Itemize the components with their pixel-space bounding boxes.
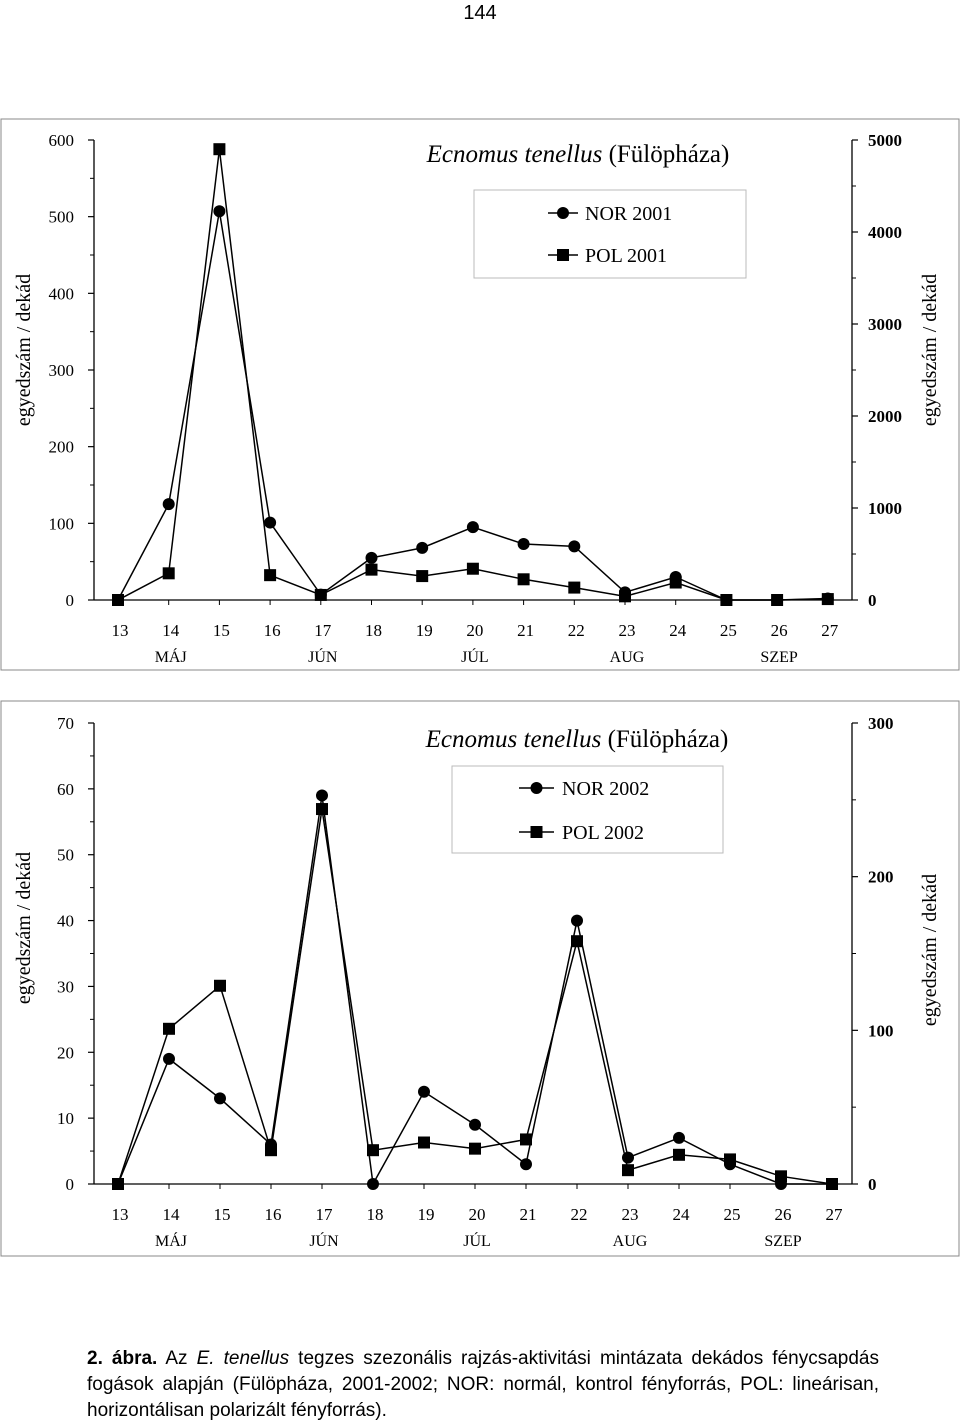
data-point-circle [213, 205, 225, 217]
data-point-circle [571, 915, 583, 927]
x-tick-label: 16 [263, 621, 281, 640]
data-point-circle [163, 498, 175, 510]
x-tick-label: 26 [774, 1205, 792, 1224]
data-point-circle [367, 1178, 379, 1190]
y-left-tick-label: 600 [48, 131, 74, 150]
x-tick-label: 25 [719, 621, 737, 640]
data-point-circle [469, 1119, 481, 1131]
legend-marker-circle [557, 207, 569, 219]
x-tick-label: 14 [162, 621, 180, 640]
y-left-tick-label: 0 [65, 591, 74, 610]
data-point-square [112, 594, 124, 606]
y-right-tick-label: 5000 [868, 131, 902, 150]
month-label: JÚN [309, 1233, 339, 1250]
y-right-tick-label: 0 [868, 591, 877, 610]
legend-marker-square [531, 826, 543, 838]
y-left-tick-label: 200 [48, 437, 74, 457]
data-point-square [720, 594, 732, 606]
caption-label: 2. ábra. [87, 1348, 158, 1369]
x-tick-label: 21 [517, 621, 535, 640]
legend-entry-label: POL 2001 [585, 245, 668, 267]
month-label: JÚL [463, 1233, 491, 1250]
y-left-tick-label: 500 [48, 207, 74, 227]
data-point-square [112, 1178, 124, 1190]
chart-2002 [0, 700, 960, 1257]
x-tick-label: 25 [723, 1205, 741, 1224]
legend-entry-label: POL 2002 [562, 822, 645, 844]
y-left-tick-label: 10 [57, 1109, 74, 1129]
data-point-square [619, 590, 631, 602]
data-point-circle [214, 1092, 226, 1104]
chart-title-species: Ecnomus tenellus [426, 141, 603, 168]
y-left-tick-label: 400 [48, 284, 74, 304]
chart-title-species: Ecnomus tenellus [425, 726, 602, 753]
y-right-tick-label: 100 [868, 1021, 894, 1041]
data-point-circle [163, 1053, 175, 1065]
month-label: MÁJ [154, 649, 187, 666]
y-right-tick-label: 4000 [868, 223, 902, 242]
data-point-circle [568, 540, 580, 552]
month-label: MÁJ [154, 1233, 188, 1250]
y-right-tick-label: 200 [868, 867, 894, 887]
x-tick-label: 23 [621, 1205, 639, 1224]
y-left-tick-label: 0 [65, 1175, 74, 1194]
data-point-square [418, 1137, 430, 1149]
legend-entry-label: NOR 2002 [562, 778, 650, 800]
data-point-square [265, 1144, 277, 1156]
data-point-circle [416, 542, 428, 554]
data-point-circle [316, 789, 328, 801]
data-point-square [771, 594, 783, 606]
x-tick-label: 14 [162, 1205, 180, 1224]
x-tick-label: 17 [314, 621, 332, 640]
data-point-square [568, 582, 580, 594]
x-tick-label: 27 [825, 1205, 843, 1224]
y-axis-right-title: egyedszám / dekád [919, 873, 941, 1027]
y-right-tick-label: 2000 [868, 407, 902, 426]
x-tick-label: 19 [417, 1205, 435, 1224]
data-point-square [826, 1178, 838, 1190]
month-label: AUG [609, 649, 645, 666]
data-point-square [163, 1023, 175, 1035]
data-point-square [518, 573, 530, 585]
y-left-tick-label: 30 [57, 977, 74, 997]
x-tick-label: 22 [567, 621, 585, 640]
data-point-circle [673, 1132, 685, 1144]
x-tick-label: 15 [212, 621, 230, 640]
month-label: SZEP [764, 1233, 802, 1250]
caption-pre: Az [157, 1348, 197, 1369]
y-axis-left-title: egyedszám / dekád [13, 851, 35, 1005]
x-tick-label: 20 [468, 1205, 486, 1224]
x-tick-label: 21 [519, 1205, 537, 1224]
data-point-square [571, 935, 583, 947]
y-left-tick-label: 300 [48, 361, 74, 380]
data-point-square [264, 569, 276, 581]
y-left-tick-label: 100 [48, 514, 74, 534]
figure-caption [87, 1346, 879, 1424]
month-label: AUG [612, 1233, 648, 1250]
data-point-circle [264, 517, 276, 529]
y-left-tick-label: 40 [57, 911, 74, 931]
x-tick-label: 24 [672, 1205, 690, 1224]
y-axis-left-title: egyedszám / dekád [13, 273, 35, 427]
data-point-square [163, 567, 175, 579]
x-tick-label: 18 [366, 1205, 384, 1224]
page-number: 144 [463, 2, 497, 24]
data-point-square [822, 593, 834, 605]
y-right-tick-label: 300 [868, 714, 894, 733]
data-point-circle [518, 538, 530, 550]
data-point-circle [418, 1086, 430, 1098]
data-point-square [724, 1153, 736, 1165]
legend-entry-label: NOR 2001 [585, 203, 673, 225]
data-point-circle [366, 552, 378, 564]
month-label: JÚL [461, 649, 489, 666]
x-tick-label: 18 [365, 621, 382, 640]
y-left-tick-label: 20 [57, 1043, 74, 1063]
legend-marker-square [557, 249, 569, 261]
data-point-square [214, 980, 226, 992]
data-point-circle [467, 521, 479, 533]
data-point-circle [520, 1158, 532, 1170]
data-point-square [520, 1133, 532, 1145]
legend-marker-circle [531, 782, 543, 794]
data-point-square [316, 803, 328, 815]
x-tick-label: 22 [570, 1205, 588, 1224]
x-tick-label: 17 [315, 1205, 333, 1224]
x-tick-label: 24 [669, 621, 687, 640]
data-point-square [622, 1164, 634, 1176]
x-tick-label: 16 [264, 1205, 282, 1224]
data-point-square [673, 1149, 685, 1161]
data-point-square [213, 143, 225, 155]
chart-title-place: (Fülöpháza) [602, 141, 730, 168]
x-tick-label: 13 [111, 621, 129, 640]
y-right-tick-label: 1000 [868, 499, 902, 518]
chart-title [426, 141, 730, 168]
data-point-square [367, 1144, 379, 1156]
x-tick-label: 20 [466, 621, 484, 640]
data-point-square [315, 589, 327, 601]
data-point-square [416, 570, 428, 582]
data-point-square [775, 1170, 787, 1182]
chart-title [425, 726, 729, 753]
caption-species: E. tenellus [196, 1348, 290, 1369]
x-tick-label: 23 [618, 621, 636, 640]
x-tick-label: 13 [111, 1205, 129, 1224]
y-right-tick-label: 3000 [868, 315, 902, 334]
x-tick-label: 27 [821, 621, 839, 640]
y-left-tick-label: 50 [57, 845, 74, 865]
x-tick-label: 15 [213, 1205, 231, 1224]
y-axis-right-title: egyedszám / dekád [919, 273, 941, 427]
y-right-tick-label: 0 [868, 1175, 877, 1194]
x-tick-label: 19 [415, 621, 433, 640]
y-left-tick-label: 60 [57, 779, 74, 799]
caption-text: tegzes szezonális rajzás-aktivitási mintázata dekádos fénycsapdás fogások alapján (Fülöpháza, 2001-2002; NOR: normál, kontrol fényforrás, POL: lineárisan, horizontálisan polarizált fényforrás). [87, 1348, 879, 1421]
chart-title-place: (Fülöpháza) [601, 726, 729, 753]
month-label: SZEP [760, 649, 798, 666]
data-point-square [469, 1143, 481, 1155]
y-left-tick-label: 70 [57, 714, 74, 733]
data-point-square [366, 564, 378, 576]
data-point-square [670, 577, 682, 589]
data-point-square [467, 563, 479, 575]
x-tick-label: 26 [770, 621, 788, 640]
chart-2001 [0, 118, 960, 671]
month-label: JÚN [308, 649, 338, 666]
